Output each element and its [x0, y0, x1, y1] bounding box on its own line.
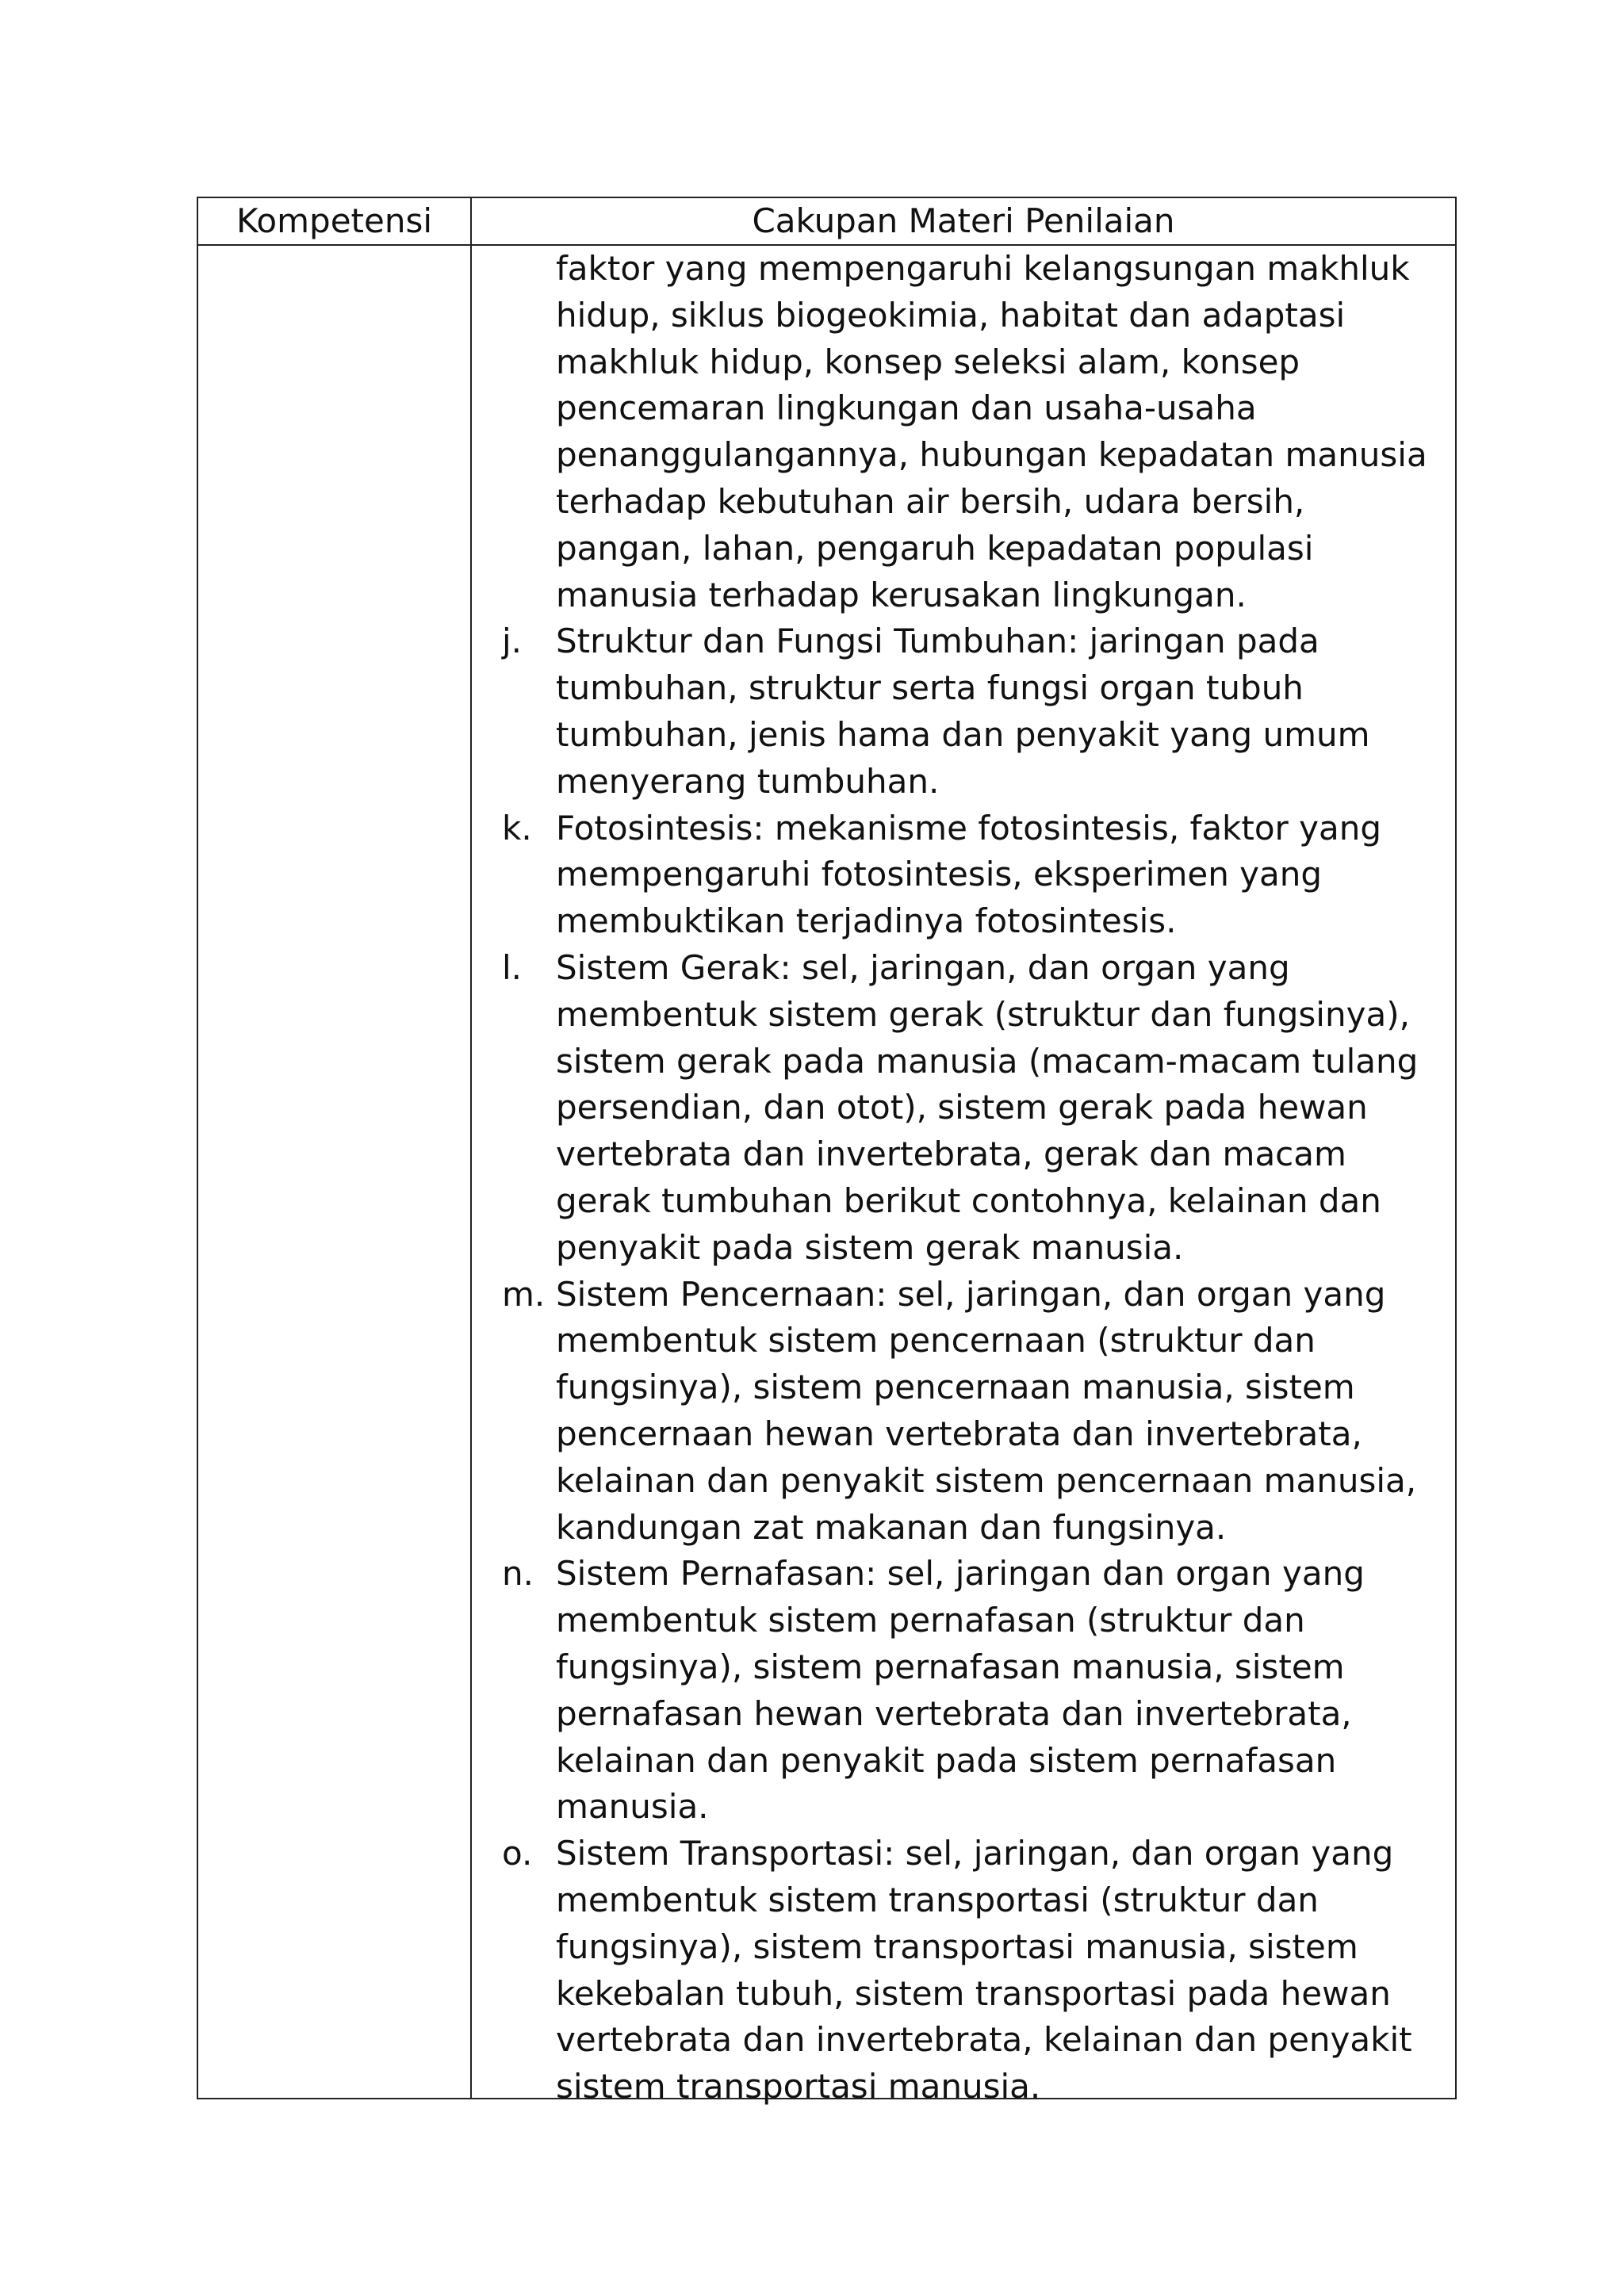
line-text: terhadap kebutuhan air bersih, udara bersih, [556, 482, 1305, 521]
header-cakupan-materi: Cakupan Materi Penilaian [752, 201, 1175, 240]
line-text: pangan, lahan, pengaruh kepadatan populasi [556, 528, 1314, 568]
line-text: manusia terhadap kerusakan lingkungan. [556, 575, 1247, 614]
line-text: membentuk sistem pernafasan (struktur dan [556, 1601, 1305, 1640]
line-text: sistem transportasi manusia. [556, 2067, 1041, 2107]
list-marker: k. [502, 808, 532, 848]
line-text: pencemaran lingkungan dan usaha-usaha [556, 388, 1257, 428]
line-text: pencernaan hewan vertebrata dan invertebrata, [556, 1414, 1362, 1453]
line-text: membentuk sistem gerak (struktur dan fungsinya), [556, 994, 1410, 1034]
line-text: sistem gerak pada manusia (macam-macam tulang [556, 1041, 1419, 1081]
line-text: Fotosintesis: mekanisme fotosintesis, faktor yang [556, 808, 1382, 848]
materi-cell [472, 246, 1455, 2107]
line-text: menyerang tumbuhan. [556, 761, 940, 801]
line-text: gerak tumbuhan berikut contohnya, kelainan dan [556, 1181, 1381, 1220]
table-header-row [198, 198, 1455, 246]
content-table [197, 197, 1457, 2107]
line-text: penyakit pada sistem gerak manusia. [556, 1227, 1184, 1267]
line-text: persendian, dan otot), sistem gerak pada hewan [556, 1088, 1368, 1127]
line-text: pernafasan hewan vertebrata dan invertebrata, [556, 1693, 1352, 1733]
line-text: kekebalan tubuh, sistem transportasi pada hewan [556, 1973, 1391, 2013]
line-text: penanggulangannya, hubungan kepadatan manusia [556, 435, 1427, 475]
line-text: fungsinya), sistem pencernaan manusia, sistem [556, 1368, 1355, 1407]
list-marker: n. [502, 1554, 534, 1594]
line-text: tumbuhan, struktur serta fungsi organ tubuh [556, 668, 1304, 708]
line-text: Sistem Pernafasan: sel, jaringan dan organ yang [556, 1554, 1365, 1594]
line-text: vertebrata dan invertebrata, kelainan dan penyakit [556, 2020, 1412, 2060]
line-text: kelainan dan penyakit pada sistem pernafasan [556, 1740, 1337, 1780]
line-text: tumbuhan, jenis hama dan penyakit yang umum [556, 715, 1370, 754]
line-text: kandungan zat makanan dan fungsinya. [556, 1507, 1227, 1547]
line-text: kelainan dan penyakit sistem pencernaan manusia, [556, 1460, 1417, 1500]
header-kompetensi: Kompetensi [236, 201, 433, 240]
line-text: Sistem Pencernaan: sel, jaringan, dan organ yang [556, 1274, 1386, 1314]
list-marker: o. [502, 1834, 533, 1873]
line-text: manusia. [556, 1787, 709, 1827]
line-text: fungsinya), sistem transportasi manusia, sistem [556, 1927, 1358, 1966]
list-marker: m. [502, 1274, 546, 1314]
list-marker: l. [502, 948, 523, 987]
line-text: mempengaruhi fotosintesis, eksperimen yang [556, 855, 1323, 894]
line-text: Sistem Transportasi: sel, jaringan, dan organ yang [556, 1834, 1394, 1873]
line-text: makhluk hidup, konsep seleksi alam, konsep [556, 342, 1300, 381]
line-text: faktor yang mempengaruhi kelangsungan makhluk [556, 249, 1410, 288]
line-text: vertebrata dan invertebrata, gerak dan macam [556, 1135, 1346, 1174]
list-marker: j. [502, 622, 523, 661]
line-text: membuktikan terjadinya fotosintesis. [556, 901, 1177, 941]
line-text: fungsinya), sistem pernafasan manusia, sistem [556, 1647, 1345, 1686]
line-text: membentuk sistem transportasi (struktur dan [556, 1881, 1319, 1919]
line-text: membentuk sistem pencernaan (struktur dan [556, 1321, 1316, 1360]
line-text: Struktur dan Fungsi Tumbuhan: jaringan pada [556, 622, 1320, 661]
line-text: Sistem Gerak: sel, jaringan, dan organ yang [556, 948, 1290, 987]
line-text: hidup, siklus biogeokimia, habitat dan adaptasi [556, 295, 1346, 335]
